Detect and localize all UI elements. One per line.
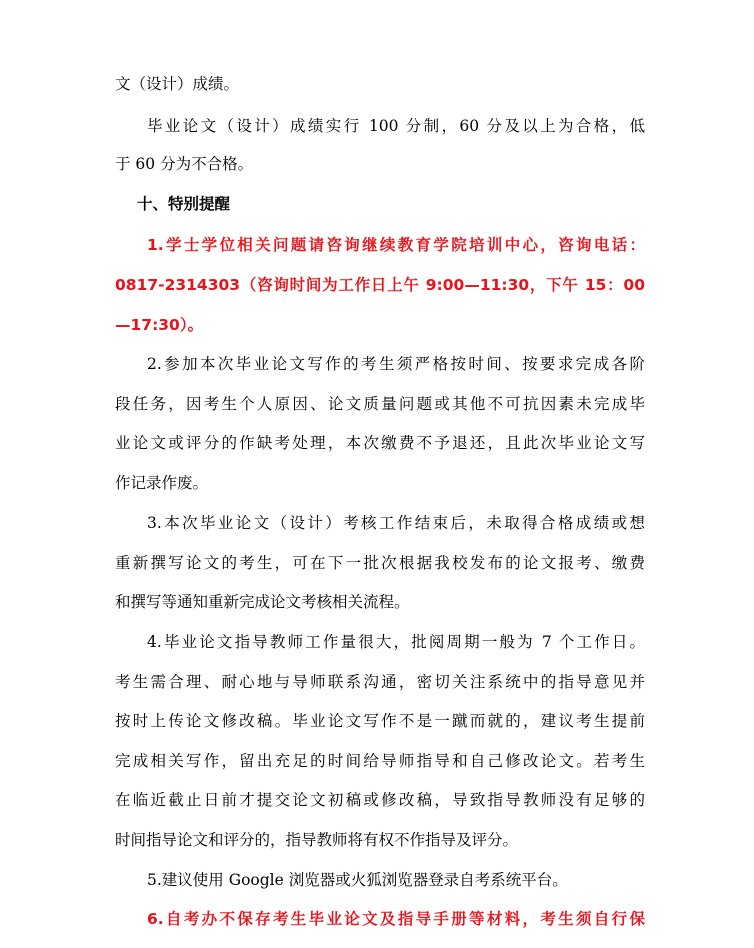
text-line-item2-2: 段任务，因考生个人原因、论文质量问题或其他不可抗因素未完成毕 <box>115 395 645 413</box>
text-line-item6-1: 6.自考办不保存考生毕业论文及指导手册等材料，考生须自行保 <box>147 910 645 928</box>
text-line-item4-4: 完成相关写作，留出充足的时间给导师指导和自己修改论文。若考生 <box>115 752 645 770</box>
text-line-item3-2: 重新撰写论文的考生，可在下一批次根据我校发布的论文报考、缴费 <box>115 554 645 572</box>
text-line-section9-end: 文（设计）成绩。 <box>115 75 240 93</box>
text-line-item4-5: 在临近截止日前才提交论文初稿或修改稿，导致指导教师没有足够的 <box>115 791 645 809</box>
section-heading-special-reminder: 十、特别提醒 <box>137 195 231 213</box>
text-line-item5: 5.建议使用 Google 浏览器或火狐浏览器登录自考系统平台。 <box>147 871 568 889</box>
text-line-item4-3: 按时上传论文修改稿。毕业论文写作不是一蹴而就的，建议考生提前 <box>115 712 645 730</box>
text-line-grading-2: 于 60 分为不合格。 <box>115 155 254 173</box>
text-line-item3-3: 和撰写等通知重新完成论文考核相关流程。 <box>115 593 410 611</box>
text-line-item2-3: 业论文或评分的作缺考处理，本次缴费不予退还，且此次毕业论文写 <box>115 434 645 452</box>
text-line-item1-1: 1.学士学位相关问题请咨询继续教育学院培训中心，咨询电话： <box>147 236 645 254</box>
text-line-item2-4: 作记录作废。 <box>115 474 209 492</box>
text-line-item2-1: 2.参加本次毕业论文写作的考生须严格按时间、按要求完成各阶 <box>147 355 645 373</box>
text-line-item3-1: 3.本次毕业论文（设计）考核工作结束后，未取得合格成绩或想 <box>147 514 645 532</box>
text-line-item4-6: 时间指导论文和评分的，指导教师将有权不作指导及评分。 <box>115 831 519 849</box>
text-line-item4-1: 4.毕业论文指导教师工作量很大，批阅周期一般为 7 个工作日。 <box>147 633 645 651</box>
text-line-item1-2: 0817-2314303（咨询时间为工作日上午 9:00—11:30，下午 15：00 <box>115 276 645 294</box>
text-line-item1-3: —17:30）。 <box>115 316 204 334</box>
text-line-item4-2: 考生需合理、耐心地与导师联系沟通，密切关注系统中的指导意见并 <box>115 673 645 691</box>
text-line-grading-1: 毕业论文（设计）成绩实行 100 分制，60 分及以上为合格，低 <box>147 117 645 135</box>
